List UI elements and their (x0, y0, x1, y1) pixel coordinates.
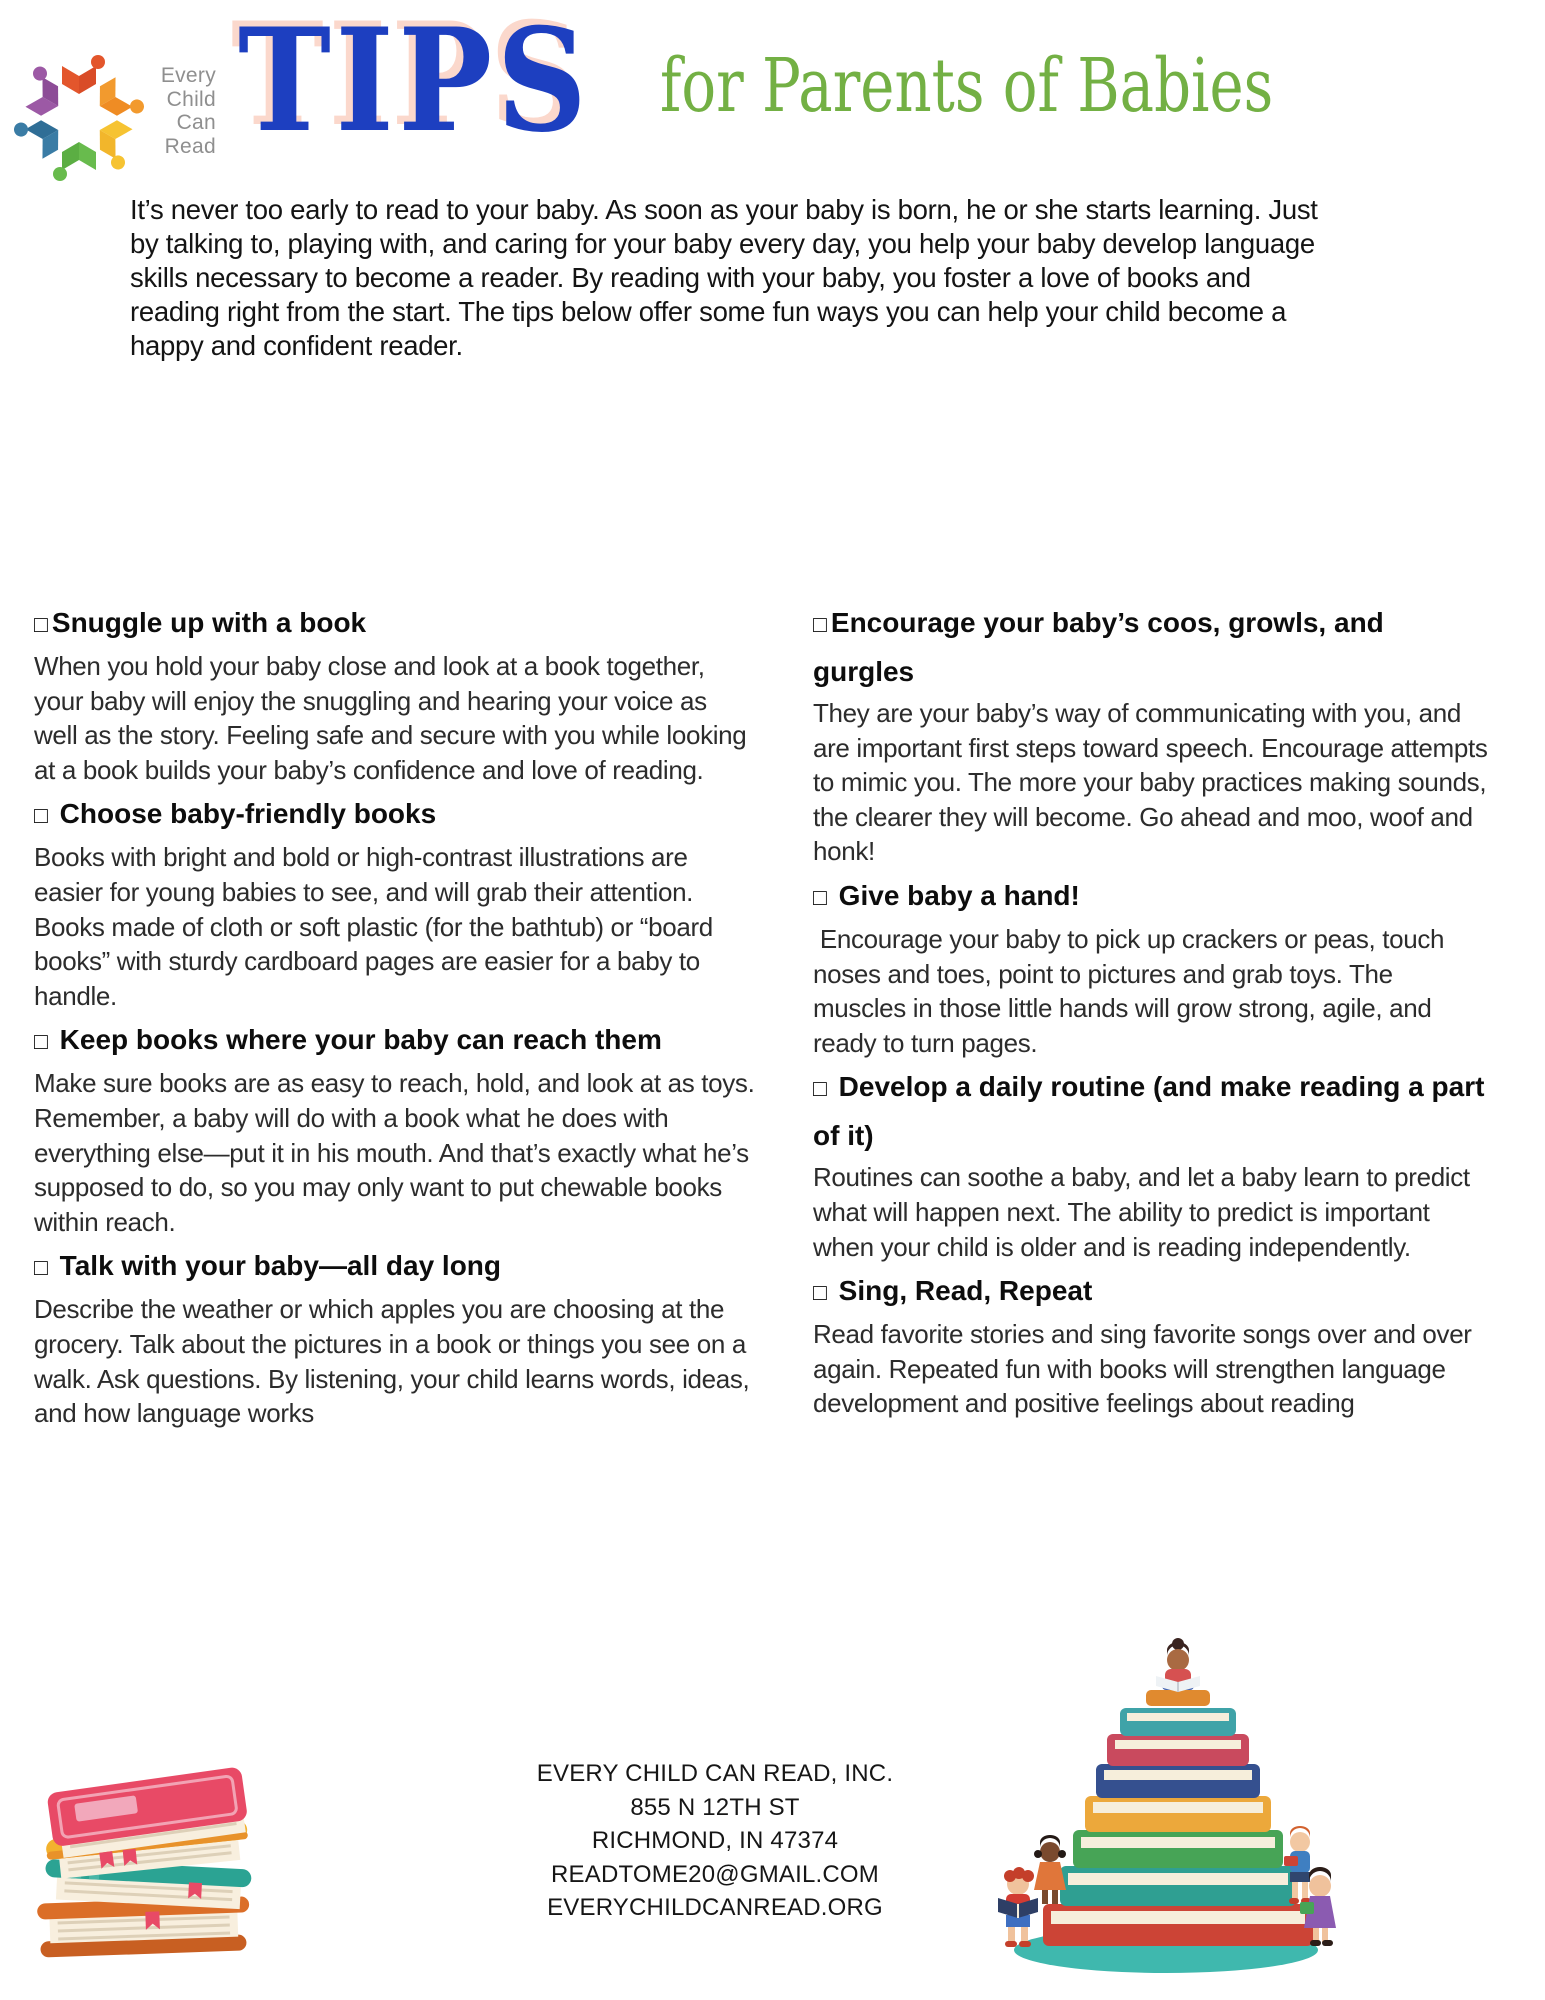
logo-wordmark (118, 64, 216, 158)
tip-heading-text: Talk with your baby—all day long (51, 1250, 502, 1282)
page-subtitle: for Parents of Babies (660, 43, 1274, 129)
tip-section (34, 599, 756, 787)
tip-body: When you hold your baby close and look at a book together, your baby will enjoy the snuggling and hearing your voice as well as the story. Feeling safe and secure with you while looking at a book builds your baby’s confidence and love of reading. (34, 651, 754, 785)
tip-heading (813, 1063, 1493, 1159)
logo-word: Can (176, 111, 216, 134)
logo-word: Every (160, 64, 216, 87)
tip-section (34, 1016, 762, 1239)
checkbox-icon: □ (813, 883, 827, 910)
tip-heading-text: Sing, Read, Repeat (830, 1275, 1093, 1307)
kids-reading-illustration-icon (988, 1632, 1348, 1977)
street-address: 855 N 12TH ST (630, 1793, 800, 1821)
tip-body: Describe the weather or which apples you are choosing at the grocery. Talk about the pictures in a book or things you see on a walk. Ask questions. By listening, your child learns words, ideas, and how language works (34, 1294, 757, 1429)
checkbox-icon: □ (813, 1279, 827, 1306)
checkbox-icon: □ (813, 1075, 827, 1102)
city-state-zip: RICHMOND, IN 47374 (591, 1827, 839, 1854)
tip-heading (813, 599, 1489, 695)
intro-paragraph (130, 193, 1318, 363)
tip-heading (34, 1016, 756, 1065)
tip-heading-text: Encourage your baby’s coos, growls, and gurgles (813, 607, 1392, 687)
tip-body: Make sure books are as easy to reach, hold, and look at as toys. Remember, a baby will do with a book what he does with everything else—put it in his mouth. And that’s exactly what he’s supposed to do, so you may only want to put chewable books within reach. (34, 1068, 762, 1237)
email-address: READTOME20@GMAIL.COM (551, 1860, 879, 1888)
checkbox-icon: □ (34, 1254, 48, 1281)
page-title: TIPS (238, 0, 592, 164)
tip-heading-text: Snuggle up with a book (51, 607, 367, 638)
intro-line: reading right from the start. The tips below offer some fun ways you can help your child become a (130, 296, 1287, 327)
intro-line: happy and confident reader. (130, 330, 463, 361)
tip-body: Encourage your baby to pick up crackers or peas, touch noses and toes, point to pictures and grab toys. The muscles in those little hands will grow strong, agile, and ready to turn pages. (813, 923, 1451, 1058)
tip-heading-text: Choose baby-friendly books (51, 798, 437, 830)
tip-section (813, 1063, 1493, 1264)
tip-heading (813, 1267, 1489, 1316)
tip-body: Routines can soothe a baby, and let a baby learn to predict what will happen next. The ability to predict is important when your child is older and is reading independently. (813, 1162, 1477, 1262)
tips-column-right (813, 596, 1495, 1421)
tip-heading (34, 790, 756, 839)
tip-section (813, 1267, 1489, 1421)
checkbox-icon: □ (34, 611, 48, 637)
tip-heading-text: Keep books where your baby can reach them (51, 1024, 662, 1056)
logo-word: Read (164, 134, 216, 158)
tip-section (813, 599, 1495, 869)
tip-body: Read favorite stories and sing favorite songs over and over again. Repeated fun with books will strengthen language development and positive feelings about reading (813, 1319, 1479, 1419)
tip-body: Books with bright and bold or high-contrast illustrations are easier for young babies to see, and will grab their attention. Books made of cloth or soft plastic (for the bathtub) or “board books” with sturdy cardboard pages are easier for a baby to handle. (34, 842, 720, 1011)
logo-word: Child (166, 87, 216, 111)
tip-heading (813, 872, 1489, 921)
tip-section (34, 790, 756, 1013)
intro-line: by talking to, playing with, and caring for your baby every day, you help your baby develop language (130, 228, 1315, 259)
website-url: EVERYCHILDCANREAD.ORG (547, 1894, 883, 1921)
checkbox-icon: □ (813, 611, 827, 637)
intro-line: skills necessary to become a reader. By reading with your baby, you foster a love of books and (130, 262, 1251, 293)
tip-heading-text: Give baby a hand! (830, 879, 1080, 911)
footer-contact (415, 1757, 1015, 1925)
tip-section (813, 872, 1489, 1060)
checkbox-icon: □ (34, 1028, 48, 1055)
org-name: EVERY CHILD CAN READ, INC. (536, 1760, 894, 1787)
checkbox-icon: □ (34, 802, 48, 829)
tip-heading (34, 599, 756, 648)
tip-heading (34, 1242, 756, 1291)
tip-section (34, 1242, 756, 1430)
intro-line: It’s never too early to read to your baby. As soon as your baby is born, he or she starts learning. Just (130, 194, 1318, 225)
tip-body: They are your baby’s way of communicating with you, and are important first steps toward speech. Encourage attempts to mimic you. The more your baby practices making sounds, the clearer they will become. Go ahead and moo, woof and honk! (813, 698, 1495, 867)
tip-heading-text: Develop a daily routine (and make reading a part of it) (813, 1071, 1493, 1152)
book-stack-illustration-icon (28, 1752, 263, 1970)
tips-column-left (34, 596, 762, 1431)
